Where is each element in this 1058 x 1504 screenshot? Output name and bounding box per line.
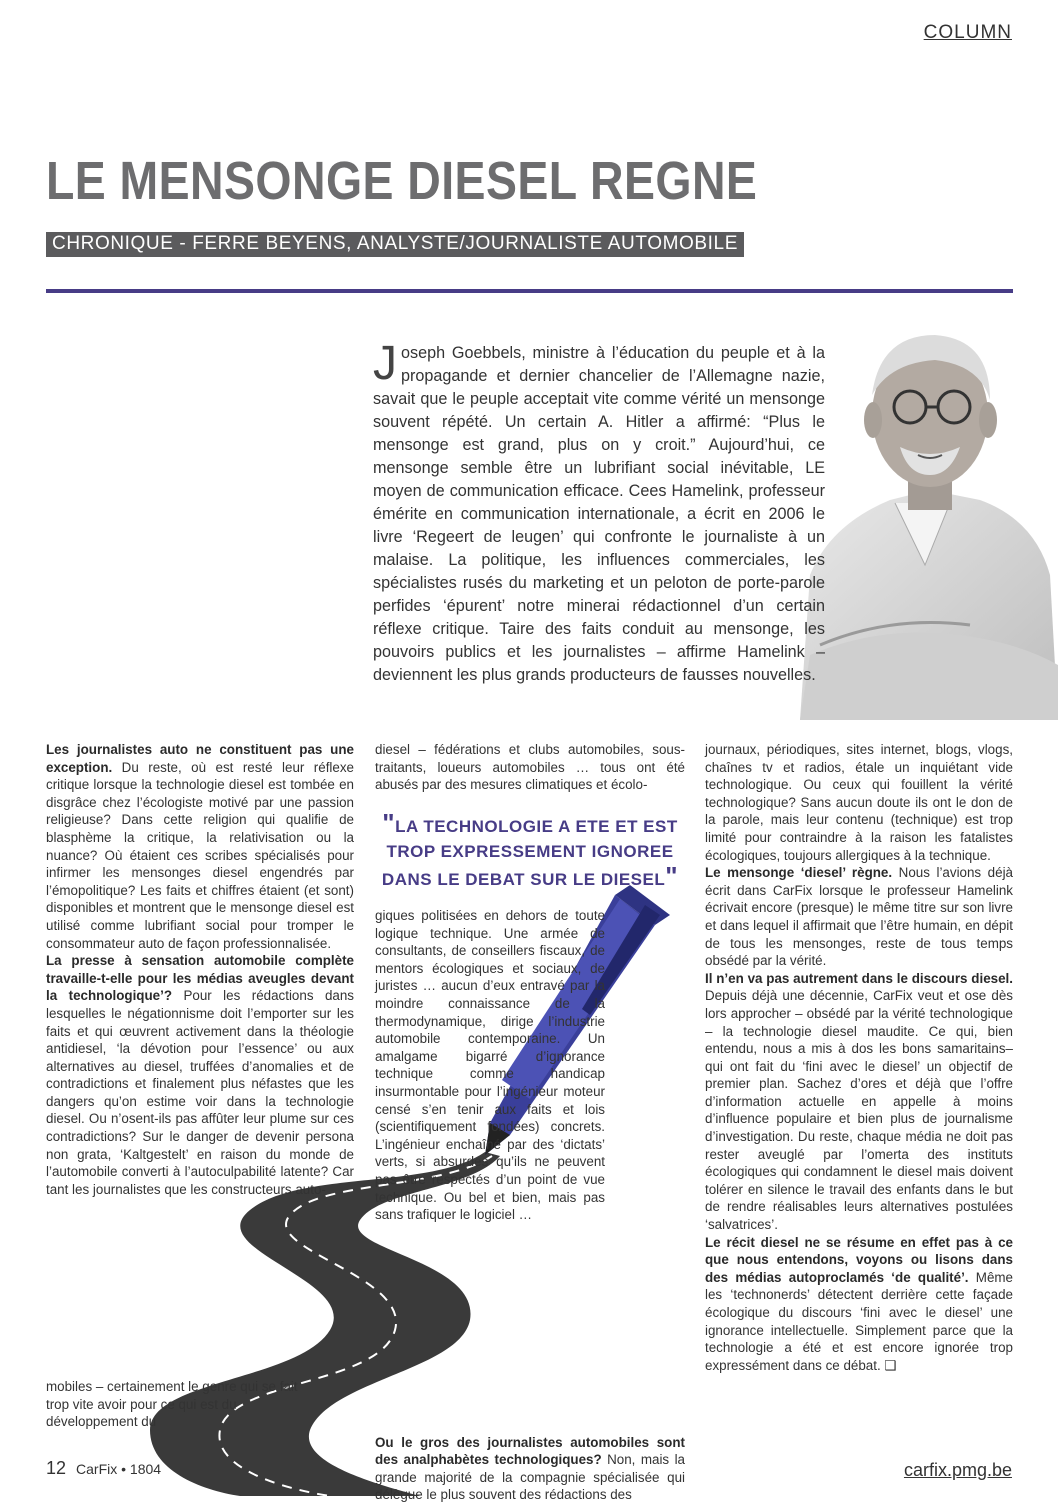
author-portrait xyxy=(800,325,1058,720)
column-1 xyxy=(46,741,354,1198)
lead-in: Le récit diesel ne se résume en effet pas à ce que nous entendons, voyons ou lisons dans des médias autoproclamés ‘de qualité’. xyxy=(705,1234,1013,1285)
lead-in: La presse à sensation automobile complète travaille-t-elle pour les médias aveugles devant la technologique’? xyxy=(46,953,354,1004)
website-link[interactable]: carfix.pmg.be xyxy=(903,1460,1012,1480)
article-subtitle: CHRONIQUE - FERRE BEYENS, ANALYSTE/JOURNALISTE AUTOMOBILE xyxy=(46,232,744,257)
page-number: 12 xyxy=(46,1458,67,1478)
lead-in: Le mensonge ‘diesel’ règne. xyxy=(705,865,893,881)
quote-open: " xyxy=(382,808,396,838)
paragraph xyxy=(46,952,354,1198)
paragraph-text: Nous l’avions déjà écrit dans CarFix lorsque le professeur Hamelink écrivait encore (presque) le même titre sur son livre et dans lequel il affirmait que l’être humain, en dépit de tous les mensonges, reste de tous temps obsédé par la vérité. xyxy=(705,865,1013,969)
column-2-top: diesel – fédérations et clubs automobiles, sous-traitants, loueurs automobiles … tous ont été abusés par des mesures climatiques et écolo- xyxy=(375,742,685,793)
intro-text: oseph Goebbels, ministre à l’éducation du peuple et à la propagande et dernier chancelier de l’Allemagne nazie, savait que le peuple acceptait vite comme vérité un mensonge souvent répété. Un certain A. Hitler a affirmé: “Plus le mensonge est grand, plus on y croit.” Aujourd’hui, ce mensonge semble être un lubrifiant social inévitable, LE moyen de communication efficace. Cees Hamelink, professeur émérite en communication internationale, a écrit en 2006 le livre ‘Regeert de leugen’ qui confronte le journaliste à un malaise. La politique, les influences commerciales, les spécialistes rusés du marketing et un peloton de porte-parole perfides ‘épurent’ notre minerai rédactionnel d’un certain réflexe critique. Taire des faits conduit au mensonge, les pouvoirs publics et les journalistes – affirme Hamelink – deviennent les plus grands producteurs de fausses nouvelles. xyxy=(373,344,825,684)
quote-close: " xyxy=(665,861,679,891)
drop-cap: J xyxy=(373,337,397,390)
pull-quote xyxy=(375,808,685,892)
lead-in: Il n’en va pas autrement dans le discours diesel. xyxy=(705,970,1013,986)
column-2 xyxy=(375,907,685,1504)
paragraph xyxy=(705,864,1013,970)
paragraph-text: Non, mais la grande majorité de la compagnie spécialisée qui délègue le plus souvent des rédactions des xyxy=(375,1452,685,1503)
column-1-continuation: mobiles – certainement le genre qui se fait trop vite avoir pour ce qui est du développement du xyxy=(46,1379,298,1430)
paragraph-text: Depuis déjà une décennie, CarFix veut et ose dès lors approcher – obsédé par la vérité technologique – la technologie diesel maudite. Ce qui, bien entendu, nous a mis à dos les bons samaritains– qui ont fait du ‘fini avec le diesel’ un objectif de premier plan. Sachez d’ores et déjà que l’offre d’information actuelle en appelle à moins d’influence populaire et bien plus de journalisme d’investigation. Du reste, chaque média ne doit pas rester aveuglé par l’omerta des instituts écologiques qui condamnent le diesel mais doivent tolérer en silence le travail des enfants dans le but de rendre réalisables leurs alternatives postulées ‘salvatrices’. xyxy=(705,988,1013,1233)
article-title: LE MENSONGE DIESEL REGNE xyxy=(46,151,758,211)
end-mark-icon: ❑ xyxy=(884,1357,897,1373)
magazine-issue: CarFix • 1804 xyxy=(76,1461,162,1477)
section-label: COLUMN xyxy=(923,22,1012,43)
paragraph: journaux, périodiques, sites internet, blogs, vlogs, chaînes tv et radios, étale un inquiétant vide technologique. Ou ceux qui fouillent la vérité technologique? Sans aucun doute ils ont le don de la parole, mais leur contenu (technique) est trop limité pour contraindre à la raison les fatalistes écologiques, toujours allergiques à la technique. xyxy=(705,742,1013,863)
paragraph xyxy=(705,1234,1013,1375)
intro-paragraph xyxy=(373,337,825,687)
pull-quote-text: LA TECHNOLOGIE A ETE ET EST TROP EXPRESSEMENT IGNOREE DANS LE DEBAT SUR LE DIESEL xyxy=(381,817,678,889)
paragraph-text: Du reste, où est resté leur réflexe critique lorsque la technologie diesel est tombée en disgrâce chez l’écologiste motivé par une passion religieuse? Dans cette religion qui qualifie de blasphème la critique, la relativisation ou la nuance? Où étaient ces scribes spécialisés pour infirmer les mensonges diesel engendrés par l’émopolitique? Les faits et chiffres étaient (et sont) disponibles et montrent que le mensonge diesel est utilisé comme lubrifiant social pour tromper le consommateur auto de façon professionnalisée. xyxy=(46,759,354,951)
title-divider xyxy=(46,289,1013,293)
paragraph-text: Même les ‘technonerds’ détectent derrière cette façade écologique du discours ‘fini avec le diesel’ une ignorance intellectuelle. Simplement parce que la technologie a été et est encore ignorée trop expressément dans ce débat. xyxy=(705,1269,1013,1373)
paragraph-text: Pour les rédactions dans lesquelles le négationnisme doit l’emporter sur les faits et qui œuvrent activement dans la théologie antidiesel, ‘la dévotion pour l’essence’ ou aux alternatives au diesel, truffées d’anomalies et de contradictions et finalement plus néfastes que les dangers qu’on estime voir dans la technologie diesel. Ou n’osent-ils pas affûter leur plume sur ces contradictions? Sur le danger de devenir persona non grata, ‘Kaltgestelt’ en raison du monde de l’automobile converti à l’autoculpabilité latente? Car tant les journalistes que les constructeurs auto- xyxy=(46,988,354,1197)
paragraph: giques politisées en dehors de toute logique technique. Une armée de consultants, de conseillers fiscaux, de mentors écologiques et sociaux, de juristes … aucun d’eux entravé par la moindre connaissance de la thermodynamique, dirige l’industrie automobile contemporaine. Un amalgame bigarré d’ignorance technique comme handicap insurmontable pour l’ingénieur moteur censé s’en tenir aux faits et lois (scientifiquement fondées) concrets. L’ingénieur enchaîné par des ‘dictats’ verts, si absurdes qu’ils ne peuvent pas être respectés d’un point de vue technique. Ou bel et bien, mais pas sans trafiquer le logiciel … xyxy=(375,908,605,1223)
column-3 xyxy=(705,741,1013,1374)
paragraph xyxy=(705,970,1013,1234)
page-footer xyxy=(46,1458,161,1479)
paragraph xyxy=(46,741,354,952)
paragraph xyxy=(375,1434,685,1504)
lead-in: Les journalistes auto ne constituent pas une exception. xyxy=(46,742,354,775)
lead-in: Ou le gros des journalistes automobiles sont des analphabètes technologiques? xyxy=(375,1434,685,1468)
